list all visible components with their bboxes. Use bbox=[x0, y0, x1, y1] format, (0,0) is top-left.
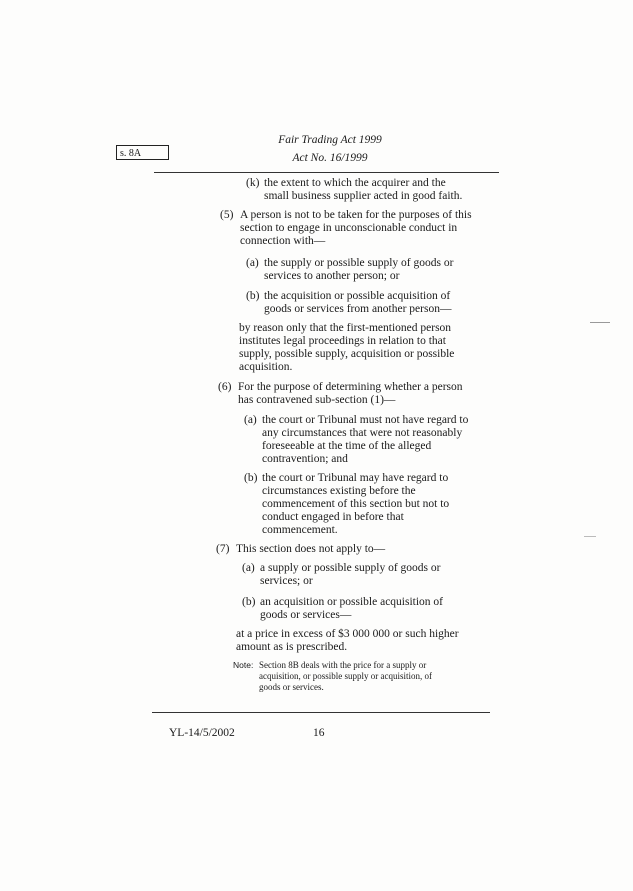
para-7a-text: a supply or possible supply of goods or services; or bbox=[260, 562, 441, 587]
para-6b-text: the court or Tribunal may have regard to circumstances existing before the commencement of this section but not to conduct engaged in before that commencement. bbox=[262, 472, 450, 536]
act-number: Act No. 16/1999 bbox=[292, 152, 368, 164]
note-text: Section 8B deals with the price for a supply or acquisition, or possible supply or acquisition, of goods or services. bbox=[259, 660, 432, 692]
note-label: Note: bbox=[233, 660, 254, 670]
subsection-7-text: This section does not apply to— bbox=[236, 543, 386, 555]
section-tag: s. 8A bbox=[116, 145, 169, 160]
scan-mark bbox=[584, 536, 596, 537]
para-5a-number: (a) bbox=[246, 257, 259, 269]
subsection-5-tail: by reason only that the first-mentioned person institutes legal proceedings in relation to that supply, possible supply, acquisition or possible acquisition. bbox=[239, 322, 455, 373]
subsection-7-tail: at a price in excess of $3 000 000 or such higher amount as is prescribed. bbox=[236, 628, 459, 653]
subsection-6-number: (6) bbox=[218, 381, 232, 393]
act-title: Fair Trading Act 1999 bbox=[278, 134, 382, 146]
subsection-7-number: (7) bbox=[216, 543, 230, 555]
version-label: YL-14/5/2002 bbox=[169, 727, 235, 739]
para-6b-number: (b) bbox=[244, 472, 258, 484]
para-7b-number: (b) bbox=[242, 596, 256, 608]
subsection-5-number: (5) bbox=[220, 209, 234, 221]
para-7a-number: (a) bbox=[242, 562, 255, 574]
header-rule bbox=[154, 172, 499, 173]
scan-mark bbox=[590, 322, 610, 323]
para-6a-number: (a) bbox=[244, 414, 257, 426]
para-5b-text: the acquisition or possible acquisition of goods or services from another person— bbox=[264, 290, 452, 315]
para-7b-text: an acquisition or possible acquisition of goods or services— bbox=[260, 596, 444, 621]
page-number: 16 bbox=[313, 727, 325, 739]
para-5b-number: (b) bbox=[246, 290, 260, 302]
para-6a-text: the court or Tribunal must not have regard to any circumstances that were not reasonably foreseeable at the time of the alleged contravention; and bbox=[262, 414, 469, 465]
para-5a-text: the supply or possible supply of goods or services to another person; or bbox=[264, 257, 454, 282]
subsection-5-text: A person is not to be taken for the purposes of this section to engage in unconscionable conduct in connection with— bbox=[240, 209, 472, 247]
para-k-text: the extent to which the acquirer and the small business supplier acted in good faith. bbox=[264, 177, 463, 202]
para-k-number: (k) bbox=[246, 177, 260, 189]
subsection-6-text: For the purpose of determining whether a person has contravened sub-section (1)— bbox=[238, 381, 463, 406]
footer-rule bbox=[152, 712, 490, 713]
